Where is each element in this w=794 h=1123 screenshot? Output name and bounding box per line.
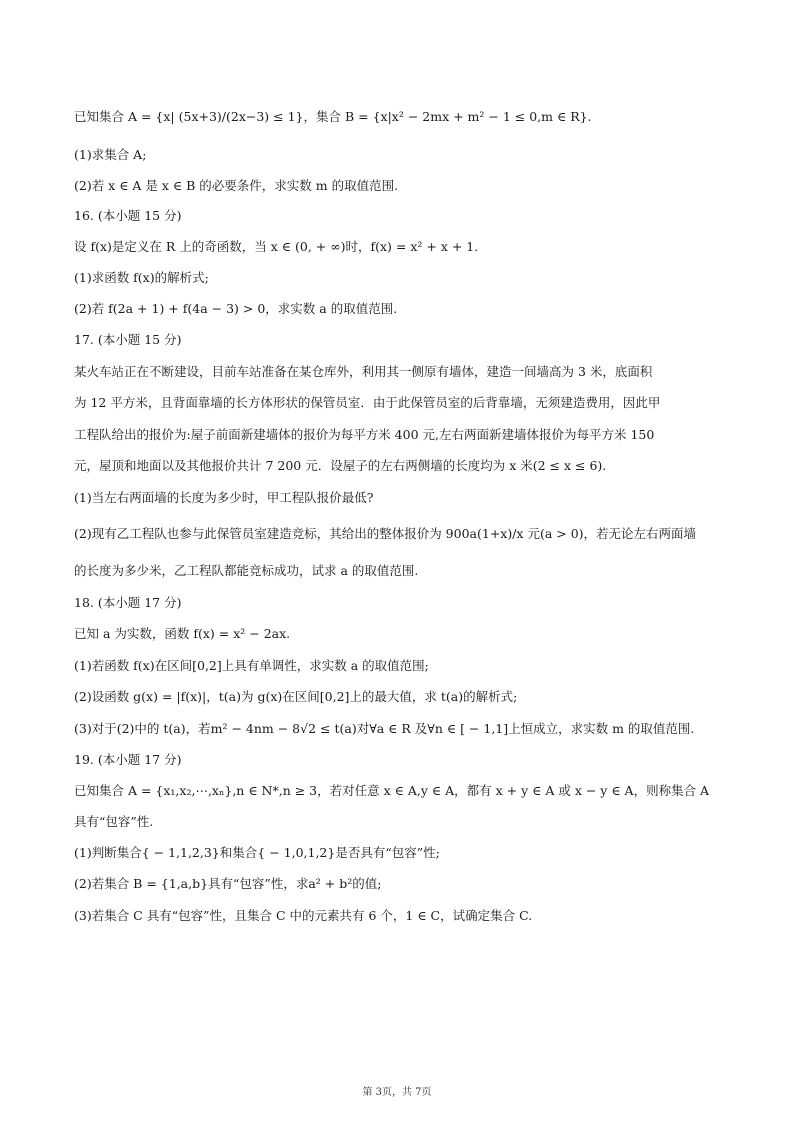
q17-part1: (1)当左右两面墙的长度为多少时，甲工程队报价最低?	[74, 490, 374, 505]
q16-stem: 设 f(x)是定义在 R 上的奇函数，当 x ∈ (0, + ∞)时，f(x) = x² + x + 1.	[74, 239, 479, 254]
q15-part2: (2)若 x ∈ A 是 x ∈ B 的必要条件，求实数 m 的取值范围.	[74, 178, 399, 193]
q16-heading: 16. (本小题 15 分)	[74, 208, 182, 223]
q16-part2: (2)若 f(2a + 1) + f(4a − 3) > 0，求实数 a 的取值范围.	[74, 301, 398, 316]
q19-part2: (2)若集合 B = {1,a,b}具有“包容”性，求a² + b²的值;	[74, 876, 382, 891]
q17-part2-line2: 的长度为多少米，乙工程队都能竞标成功，试求 a 的取值范围.	[74, 563, 419, 578]
q17-stem-line4: 元，屋顶和地面以及其他报价共计 7 200 元．设屋子的左右两侧墙的长度均为 x 米(2 ≤ x ≤ 6).	[74, 458, 607, 473]
page-footer: 第 3页，共 7页	[362, 1087, 432, 1098]
q18-part2: (2)设函数 g(x) = |f(x)|，t(a)为 g(x)在区间[0,2]上的最大值，求 t(a)的解析式;	[74, 689, 518, 704]
q19-stem-line2: 具有“包容”性.	[74, 814, 154, 829]
q17-stem-line3: 工程队给出的报价为:屋子前面新建墙体的报价为每平方米 400 元,左右两面新建墙体报价为每平方米 150	[74, 427, 655, 442]
q17-heading: 17. (本小题 15 分)	[74, 332, 182, 347]
q17-part2-line1: (2)现有乙工程队也参与此保管员室建造竞标，其给出的整体报价为 900a(1+x)/x 元(a > 0)，若无论左右两面墙	[74, 526, 697, 541]
q19-part1: (1)判断集合{ − 1,1,2,3}和集合{ − 1,0,1,2}是否具有“包容”性;	[74, 845, 440, 860]
q18-stem: 已知 a 为实数，函数 f(x) = x² − 2ax.	[74, 626, 291, 641]
q18-heading: 18. (本小题 17 分)	[74, 595, 182, 610]
q16-part1: (1)求函数 f(x)的解析式;	[74, 270, 209, 285]
q19-part3: (3)若集合 C 具有“包容”性，且集合 C 中的元素共有 6 个，1 ∈ C，试确定集合 C.	[74, 908, 533, 923]
q19-heading: 19. (本小题 17 分)	[74, 752, 182, 767]
q17-stem-line2: 为 12 平方米，且背面靠墙的长方体形状的保管员室．由于此保管员室的后背靠墙，无须建造费用，因此甲	[74, 395, 661, 410]
q17-stem-line1: 某火车站正在不断建设，目前车站准备在某仓库外，利用其一侧原有墙体，建造一间墙高为 3 米，底面积	[74, 364, 653, 379]
q18-part1: (1)若函数 f(x)在区间[0,2]上具有单调性，求实数 a 的取值范围;	[74, 658, 429, 673]
q19-stem-line1: 已知集合 A = {x₁,x₂,⋯,xₙ},n ∈ N*,n ≥ 3，若对任意 x ∈ A,y ∈ A，都有 x + y ∈ A 或 x − y ∈ A，则称集合 A	[74, 783, 710, 798]
q18-part3: (3)对于(2)中的 t(a)，若m² − 4nm − 8√2 ≤ t(a)对∀a ∈ R 及∀n ∈ [ − 1,1]上恒成立，求实数 m 的取值范围.	[74, 721, 695, 736]
q15-part1: (1)求集合 A;	[74, 147, 147, 162]
q15-stem: 已知集合 A = {x| (5x+3)/(2x−3) ≤ 1}，集合 B = {x|x² − 2mx + m² − 1 ≤ 0,m ∈ R}.	[74, 109, 592, 124]
